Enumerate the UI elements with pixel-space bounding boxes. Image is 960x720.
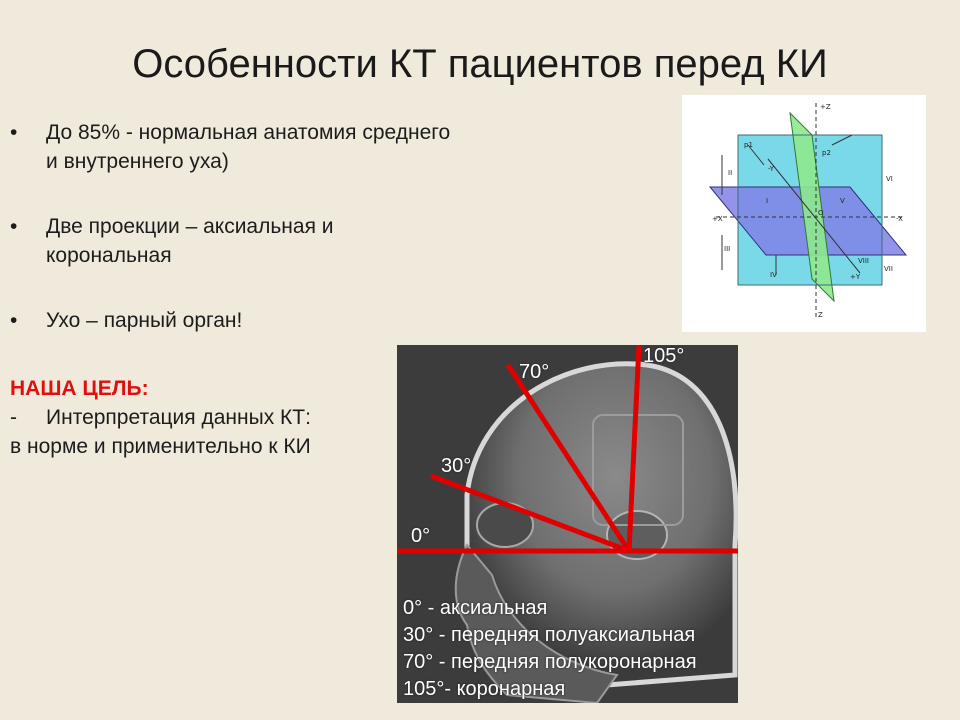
dash-icon: -: [10, 406, 17, 429]
axis-label-y-up: -Y: [768, 165, 774, 173]
octant-label-v: V: [840, 197, 845, 205]
goal-block: [10, 374, 410, 461]
angle-label-0: 0°: [411, 525, 431, 547]
octant-label-vi: VI: [886, 175, 893, 183]
plane-label-p2: p2: [822, 149, 831, 157]
legend-item-coronal: 105°- коронарная: [403, 678, 566, 700]
legend-item-semicoronal: 70° - передняя полукоронарная: [403, 651, 697, 673]
axis-label-iv: IV: [770, 271, 777, 279]
axis-label-y-plus: +Y: [850, 273, 861, 281]
bullet-icon: •: [10, 215, 18, 238]
bullet-list: [10, 118, 580, 335]
axis-label-x-right: -X: [896, 215, 903, 223]
plane-label-p1: p1: [744, 141, 753, 149]
bullet-icon: •: [10, 309, 18, 332]
axis-label-z-top: +Z: [820, 103, 831, 111]
angle-label-70: 70°: [519, 361, 550, 383]
legend-item-axial: 0° - аксиальная: [403, 597, 548, 619]
goal-title: НАША ЦЕЛЬ:: [10, 377, 149, 400]
xray-legend: [403, 595, 697, 703]
bullet-text: До 85% - нормальная анатомия среднего: [46, 121, 451, 144]
goal-text: Интерпретация данных КТ:: [46, 406, 311, 429]
bullet-text: Две проекции – аксиальная и: [46, 215, 334, 238]
octant-label-viii: VIII: [858, 257, 869, 265]
bullet-text: корональная: [46, 244, 172, 267]
axis-label-x-left: +X: [712, 215, 723, 223]
axis-label-z-bottom: Z: [818, 311, 823, 319]
bullet-item-anatomy: [10, 118, 580, 176]
legend-item-semiaxial: 30° - передняя полуаксиальная: [403, 624, 696, 646]
octant-label-ii: II: [728, 169, 733, 177]
planes-diagram: [682, 95, 926, 332]
goal-item: [10, 403, 410, 432]
octant-label-iii: III: [724, 245, 731, 253]
bullet-item-paired-organ: [10, 306, 580, 335]
slide-title: Особенности КТ пациентов перед КИ: [132, 42, 828, 86]
bullet-icon: •: [10, 121, 18, 144]
bullet-item-projections: [10, 212, 580, 270]
octant-label-vii: VII: [884, 265, 893, 273]
angle-label-30: 30°: [441, 455, 472, 477]
angle-label-105: 105°: [643, 345, 685, 367]
octant-label-i: I: [766, 197, 769, 205]
bullet-text: Ухо – парный орган!: [46, 309, 243, 332]
axis-label-origin: O: [818, 209, 824, 217]
goal-text-continued: в норме и применительно к КИ: [10, 435, 311, 458]
xray-image: [397, 345, 738, 703]
bullet-text: и внутреннего уха): [46, 150, 229, 173]
planes-diagram-svg: [682, 95, 926, 332]
